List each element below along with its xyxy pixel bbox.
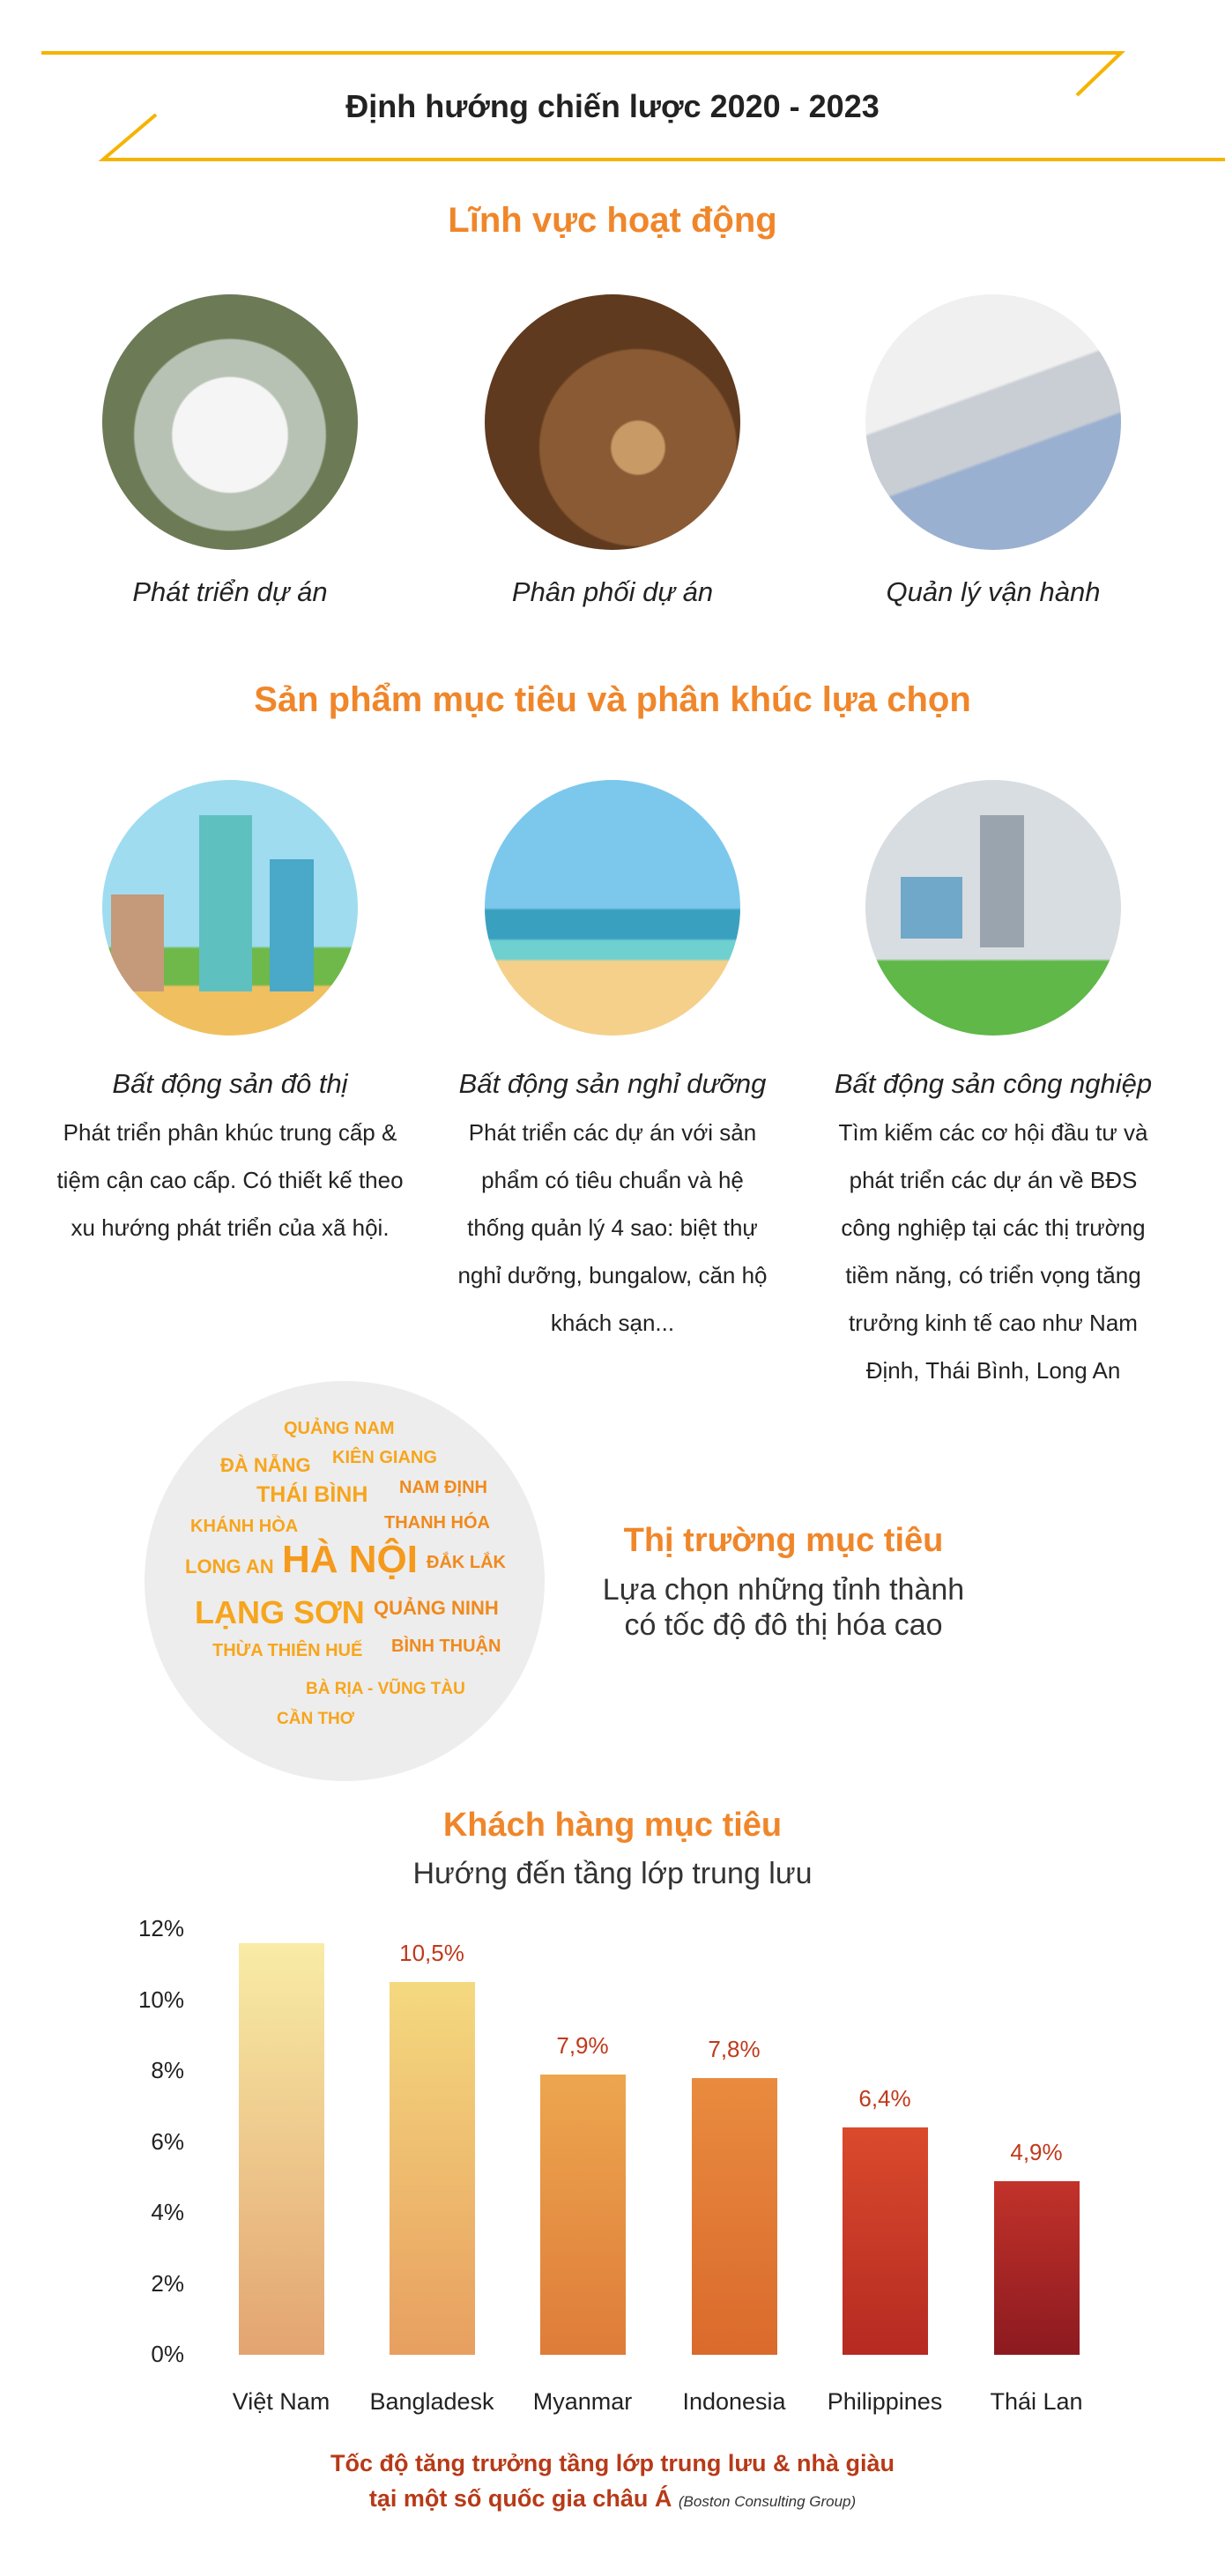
city-word: THỪA THIÊN HUẾ [212, 1641, 363, 1660]
field-label: Quản lý vận hành [886, 576, 1101, 607]
market-subtitle: Lựa chọn những tỉnh thành [602, 1573, 965, 1607]
x-category-label: Việt Nam [232, 2388, 330, 2415]
city-word: LẠNG SƠN [195, 1594, 365, 1630]
chart-title-line2 [369, 2485, 856, 2513]
bar-value-label: 10,5% [399, 1940, 464, 1967]
chart-title-2: tại một số quốc gia châu Á [368, 2485, 672, 2512]
product-label: Bất động sản công nghiệp [834, 1068, 1153, 1099]
city-word: CẦN THƠ [277, 1710, 354, 1728]
bar-5 [994, 2181, 1080, 2355]
x-category-label: Thái Lan [990, 2388, 1083, 2415]
market-subtitle: có tốc độ đô thị hóa cao [624, 1608, 943, 1642]
bar-2 [540, 2075, 626, 2355]
city-word: THÁI BÌNH [256, 1482, 368, 1507]
market-heading: Thị trường mục tiêu [623, 1522, 944, 1559]
product-label: Bất động sản nghỉ dưỡng [458, 1068, 767, 1099]
product-desc: Tìm kiếm các cơ hội đầu tư và phát triển các dự án về BĐS công nghiệp tại các thị trường tiềm năng, có triển vọng tăng trưởng kinh tế cao như Nam Định, Thái Bình, Long An [838, 1119, 1148, 1384]
city-word: BÀ RỊA - VŨNG TÀU [306, 1680, 465, 1698]
x-category-label: Bangladesk [369, 2388, 494, 2415]
product-desc: Phát triển các dự án với sản phẩm có tiêu chuẩn và hệ thống quản lý 4 sao: biệt thự nghỉ dưỡng, bungalow, căn hộ khách sạn... [457, 1119, 768, 1336]
y-tick-label: 0% [151, 2341, 184, 2367]
products-heading: Sản phẩm mục tiêu và phân khúc lựa chọn [254, 680, 971, 719]
y-tick-label: 2% [151, 2269, 184, 2297]
y-tick-label: 10% [137, 1986, 184, 2013]
fields-heading: Lĩnh vực hoạt động [448, 201, 777, 240]
y-tick-label: 6% [151, 2127, 184, 2155]
y-tick-label: 12% [137, 1915, 184, 1941]
bar-value-label: 6,4% [858, 2085, 911, 2112]
bar-4 [843, 2127, 928, 2355]
chart-title: Tốc độ tăng trưởng tầng lớp trung lưu & nhà giàu [330, 2450, 895, 2476]
city-word: NAM ĐỊNH [399, 1478, 487, 1497]
city-word: HÀ NỘI [282, 1538, 418, 1581]
city-word: ĐÀ NẴNG [220, 1454, 311, 1476]
city-word: LONG AN [185, 1555, 274, 1578]
product-label: Bất động sản đô thị [112, 1068, 348, 1099]
bar-3 [692, 2078, 777, 2355]
customers-heading: Khách hàng mục tiêu [442, 1807, 783, 1844]
city-word: QUẢNG NAM [284, 1419, 395, 1438]
y-tick-label: 4% [151, 2199, 184, 2225]
chart-source: (Boston Consulting Group) [678, 2493, 857, 2510]
x-category-label: Myanmar [532, 2388, 633, 2415]
product-desc: Phát triển phân khúc trung cấp & tiệm cận cao cấp. Có thiết kế theo xu hướng phát triển của xã hội. [56, 1119, 404, 1241]
bar-value-label: 7,8% [708, 2036, 761, 2063]
y-tick-label: 8% [151, 2057, 184, 2083]
field-label: Phân phối dự án [511, 576, 714, 607]
city-word: QUẢNG NINH [374, 1597, 499, 1619]
city-word: THANH HÓA [384, 1513, 490, 1533]
bar-0 [239, 1943, 324, 2355]
bar-value-label: 4,9% [1010, 2138, 1063, 2165]
city-word: BÌNH THUẬN [391, 1637, 501, 1656]
customers-subtitle: Hướng đến tầng lớp trung lưu [412, 1857, 813, 1890]
city-word: KHÁNH HÒA [190, 1517, 299, 1536]
bar-1 [390, 1982, 475, 2355]
bar-value-label: 7,9% [556, 2032, 609, 2060]
x-category-label: Indonesia [682, 2388, 786, 2415]
page-title: Định hướng chiến lược 2020 - 2023 [345, 88, 880, 124]
city-word: KIÊN GIANG [332, 1448, 437, 1467]
city-word: ĐẮK LẮK [427, 1553, 506, 1572]
field-label: Phát triển dự án [132, 576, 328, 607]
x-category-label: Philippines [827, 2388, 943, 2415]
